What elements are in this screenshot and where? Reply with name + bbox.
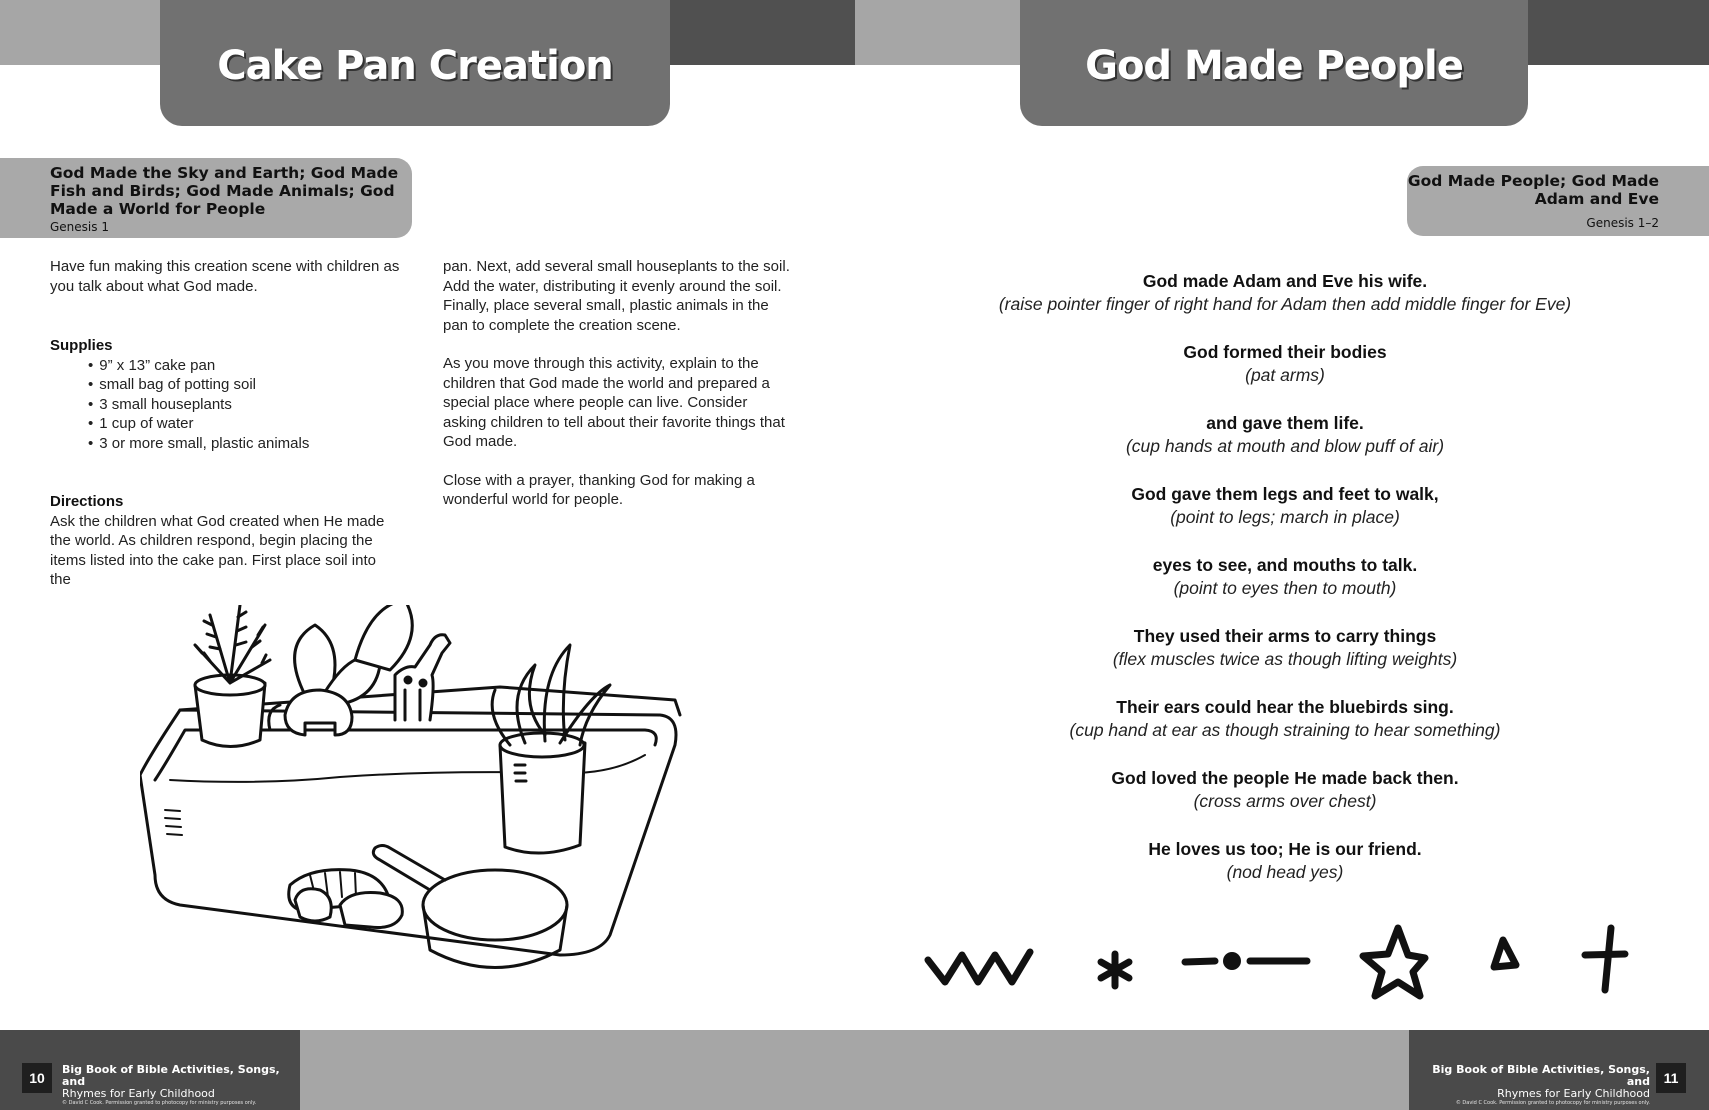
stanza bbox=[955, 412, 1615, 458]
right-page-title: God Made People bbox=[1085, 43, 1463, 89]
rhyme-action: (cup hands at mouth and blow puff of air) bbox=[1125, 436, 1445, 456]
stanza bbox=[955, 483, 1615, 529]
footer-title-line-2: Rhymes for Early Childhood bbox=[62, 1087, 215, 1100]
footer-copyright: © David C Cook. Permission granted to photocopy for ministry purposes only. bbox=[1455, 1100, 1650, 1106]
directions-text: Ask the children what God created when He made the world. As children respond, begin placing the items listed into the cake pan. First place soil into the bbox=[50, 512, 385, 588]
left-column-1 bbox=[50, 257, 400, 590]
list-item: • 9” x 13” cake pan bbox=[88, 356, 400, 376]
rhyme-action: (point to legs; march in place) bbox=[1170, 507, 1400, 527]
explanation-text: As you move through this activity, explain to the children that God made the world and prepared a special place where people can live. Consider asking children to tell about their favorite things that God made. bbox=[443, 355, 785, 450]
stanza bbox=[955, 270, 1615, 316]
footer-title-line-1: Big Book of Bible Activities, Songs, and bbox=[62, 1063, 280, 1088]
stanza bbox=[955, 838, 1615, 884]
zigzag-icon bbox=[928, 952, 1030, 982]
directions-heading: Directions bbox=[50, 493, 124, 510]
decorative-symbols bbox=[920, 910, 1640, 1000]
rhyme-action: (cup hand at ear as though straining to hear something) bbox=[1069, 720, 1501, 740]
rhyme-line: God made Adam and Eve his wife. bbox=[1142, 271, 1428, 291]
page-number-left: 10 bbox=[22, 1063, 52, 1093]
rhyme-action: (nod head yes) bbox=[1226, 862, 1344, 882]
list-item: • 3 small houseplants bbox=[88, 395, 400, 415]
left-title-tab bbox=[160, 0, 670, 126]
right-subtitle: God Made People; God Made Adam and Eve bbox=[1407, 172, 1659, 208]
footer-book-title-left bbox=[62, 1064, 292, 1107]
rhyme-line: He loves us too; He is our friend. bbox=[1148, 839, 1422, 859]
cross-icon bbox=[1585, 928, 1625, 990]
stanza bbox=[955, 625, 1615, 671]
top-bar-left-light bbox=[0, 0, 160, 65]
rhyme-line: Their ears could hear the bluebirds sing. bbox=[1116, 697, 1454, 717]
supplies-heading: Supplies bbox=[50, 337, 113, 354]
rhyme-line: They used their arms to carry things bbox=[1133, 626, 1437, 646]
rhyme-action: (flex muscles twice as though lifting weights) bbox=[1112, 649, 1458, 669]
footer-book-title-right bbox=[1418, 1064, 1650, 1107]
top-bar-right-light bbox=[855, 0, 1020, 65]
right-subtitle-box bbox=[1407, 166, 1709, 236]
rhyme-action: (cross arms over chest) bbox=[1193, 791, 1377, 811]
footer-title-line-2: Rhymes for Early Childhood bbox=[1497, 1087, 1650, 1100]
footer-title-line-1: Big Book of Bible Activities, Songs, and bbox=[1432, 1063, 1650, 1088]
stanza bbox=[955, 341, 1615, 387]
top-bar-right-dark bbox=[1528, 0, 1709, 65]
list-item: • 1 cup of water bbox=[88, 414, 400, 434]
directions-continued: pan. Next, add several small houseplants to the soil. Add the water, distributing it evenly around the soil. Finally, place several small, plastic animals in the pan to complete the creation scene. bbox=[443, 258, 790, 334]
rhyme-line: and gave them life. bbox=[1206, 413, 1364, 433]
left-reference: Genesis 1 bbox=[50, 220, 109, 234]
left-page-title: Cake Pan Creation bbox=[217, 43, 613, 89]
rhyme-line: eyes to see, and mouths to talk. bbox=[1152, 555, 1418, 575]
footer-middle-band bbox=[300, 1030, 1409, 1110]
supplies-list bbox=[50, 356, 400, 454]
rhyme-action: (raise pointer finger of right hand for Adam then add middle finger for Eve) bbox=[998, 294, 1572, 314]
footer-copyright: © David C Cook. Permission granted to photocopy for ministry purposes only. bbox=[62, 1100, 257, 1106]
asterisk-icon bbox=[1101, 954, 1129, 986]
rhyme-line: God gave them legs and feet to walk, bbox=[1131, 484, 1439, 504]
right-reference: Genesis 1–2 bbox=[1586, 216, 1659, 230]
intro-text: Have fun making this creation scene with children as you talk about what God made. bbox=[50, 258, 400, 295]
left-subtitle-box bbox=[0, 158, 412, 238]
rhyme-action: (point to eyes then to mouth) bbox=[1173, 578, 1397, 598]
list-item: • small bag of potting soil bbox=[88, 375, 400, 395]
rhyme-line: God formed their bodies bbox=[1183, 342, 1387, 362]
rhyme-action: (pat arms) bbox=[1245, 365, 1325, 385]
list-item: • 3 or more small, plastic animals bbox=[88, 434, 400, 454]
cake-pan-illustration bbox=[140, 605, 690, 970]
dash-dot-dash-icon bbox=[1185, 952, 1307, 970]
rhyme-text bbox=[955, 270, 1615, 909]
star-icon bbox=[1363, 928, 1425, 996]
stanza bbox=[955, 554, 1615, 600]
rhyme-line: God loved the people He made back then. bbox=[1111, 768, 1459, 788]
triangle-icon bbox=[1494, 940, 1516, 967]
stanza bbox=[955, 767, 1615, 813]
right-title-tab bbox=[1020, 0, 1528, 126]
page-number-right: 11 bbox=[1656, 1063, 1686, 1093]
left-subtitle: God Made the Sky and Earth; God Made Fish and Birds; God Made Animals; God Made a World for People bbox=[50, 164, 399, 218]
stanza bbox=[955, 696, 1615, 742]
top-bar-left-dark bbox=[670, 0, 855, 65]
left-column-2 bbox=[443, 257, 793, 510]
closing-text: Close with a prayer, thanking God for making a wonderful world for people. bbox=[443, 471, 755, 508]
